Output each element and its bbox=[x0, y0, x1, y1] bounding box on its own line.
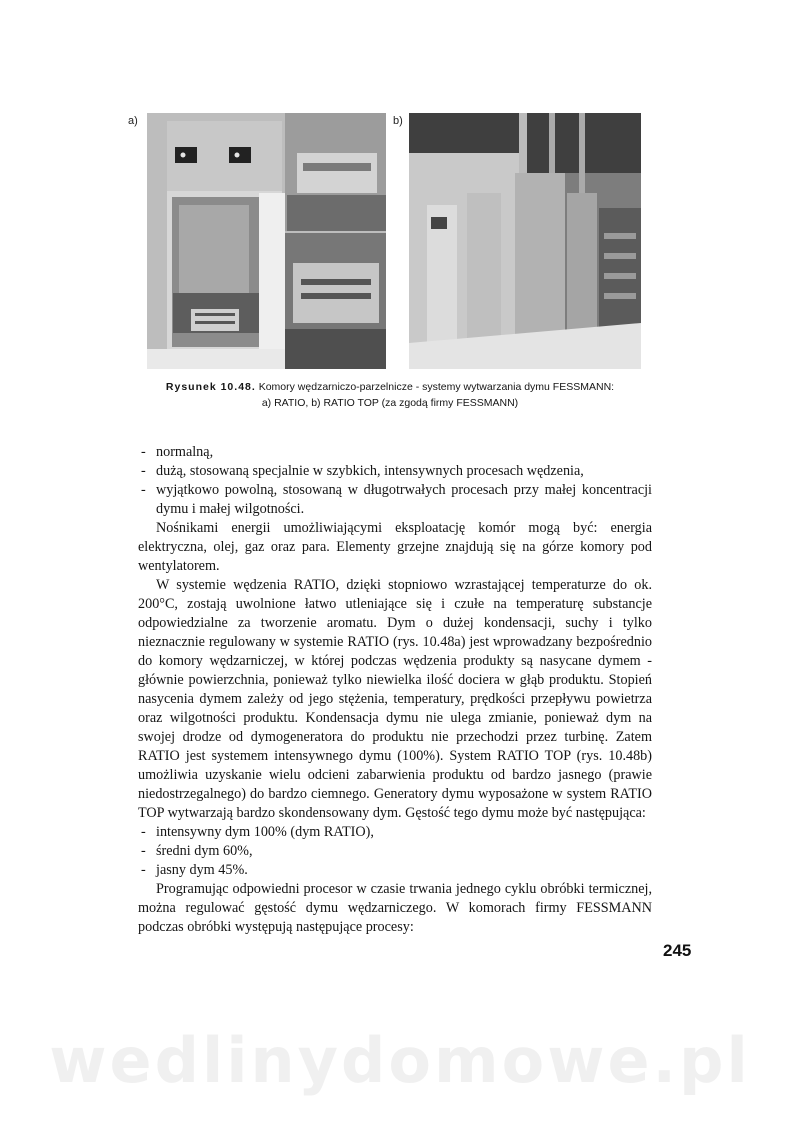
caption-line-1: Komory wędzarniczo-parzelnicze - systemy wytwarzania dymu FESSMANN: bbox=[258, 381, 615, 393]
figure-label-b: b) bbox=[393, 115, 403, 127]
smokehouse-chamber-image bbox=[147, 113, 386, 369]
smoke-intensity-list bbox=[138, 823, 652, 880]
list-item: - normalną, bbox=[138, 443, 652, 462]
photo-ratio-top-line bbox=[409, 113, 641, 369]
list-item: - intensywny dym 100% (dym RATIO), bbox=[138, 823, 652, 842]
list-item: - średni dym 60%, bbox=[138, 842, 652, 861]
paragraph-ratio-system: W systemie wędzenia RATIO, dzięki stopniowo wzrastającej temperaturze do ok. 200°C, zostają uwolnione łatwo utleniające się i czułe na temperaturę substancje odpowiedzialne za tworzenie aromatu. Dym o dużej kondensacji, suchy i tylko nieznacznie regulowany w systemie RATIO (rys. 10.48a) jest wprowadzany bezpośrednio do komory wędzarniczej, w której podczas wędzenia produkty są nasycane dymem - głównie powierzchnia, ponieważ tylko niewielka ilość dociera w głąb produktu. Stopień nasycenia dymem zależy od jego stężenia, temperatury, prędkości przepływu powietrza oraz wilgotności produktu. Kondensacja dymu nie ulega zmianie, ponieważ dym na swojej drodze od dymogeneratora do produktu nie przechodzi przez turbinę. Zatem RATIO jest systemem intensywnego dymu (100%). System RATIO TOP (rys. 10.48b) umożliwia uzyskanie wielu odcieni zabarwienia produktu od bardzo jasnego (prawie niedostrzegalnego) do bardzo ciemnego. Generatory dymu wyposażone w system RATIO TOP wytwarzają bardzo skondensowany dym. Gęstość tego dymu może być następująca: bbox=[138, 577, 652, 821]
body-text bbox=[138, 443, 652, 937]
caption-figure-number: Rysunek 10.48. bbox=[165, 381, 256, 393]
photo-ratio-chamber bbox=[147, 113, 386, 369]
paragraph-processor: Programując odpowiedni procesor w czasie trwania jednego cyklu obróbki termicznej, można regulować gęstość dymu wędzarniczego. W komorach firmy FESSMANN podczas obróbki występują następujące procesy: bbox=[138, 881, 652, 935]
watermark: wedlinydomowe.pl bbox=[49, 1024, 751, 1097]
list-item: - dużą, stosowaną specjalnie w szybkich, intensywnych procesach wędzenia, bbox=[138, 462, 652, 481]
caption-line-2: a) RATIO, b) RATIO TOP (za zgodą firmy FESSMANN) bbox=[261, 397, 519, 409]
list-item: - wyjątkowo powolną, stosowaną w długotrwałych procesach przy małej koncentracji dymu i małej wilgotności. bbox=[138, 481, 652, 519]
smokehouse-line-image bbox=[409, 113, 641, 369]
paragraph-energy: Nośnikami energii umożliwiającymi eksploatację komór mogą być: energia elektryczna, olej, gaz oraz para. Elementy grzejne znajdują się na górze komory pod wentylatorem. bbox=[138, 520, 652, 574]
list-item: - jasny dym 45%. bbox=[138, 861, 652, 880]
page-number: 245 bbox=[663, 941, 692, 960]
smoke-density-list bbox=[138, 443, 652, 519]
figure-caption bbox=[120, 379, 660, 411]
figure-label-a: a) bbox=[128, 115, 138, 127]
